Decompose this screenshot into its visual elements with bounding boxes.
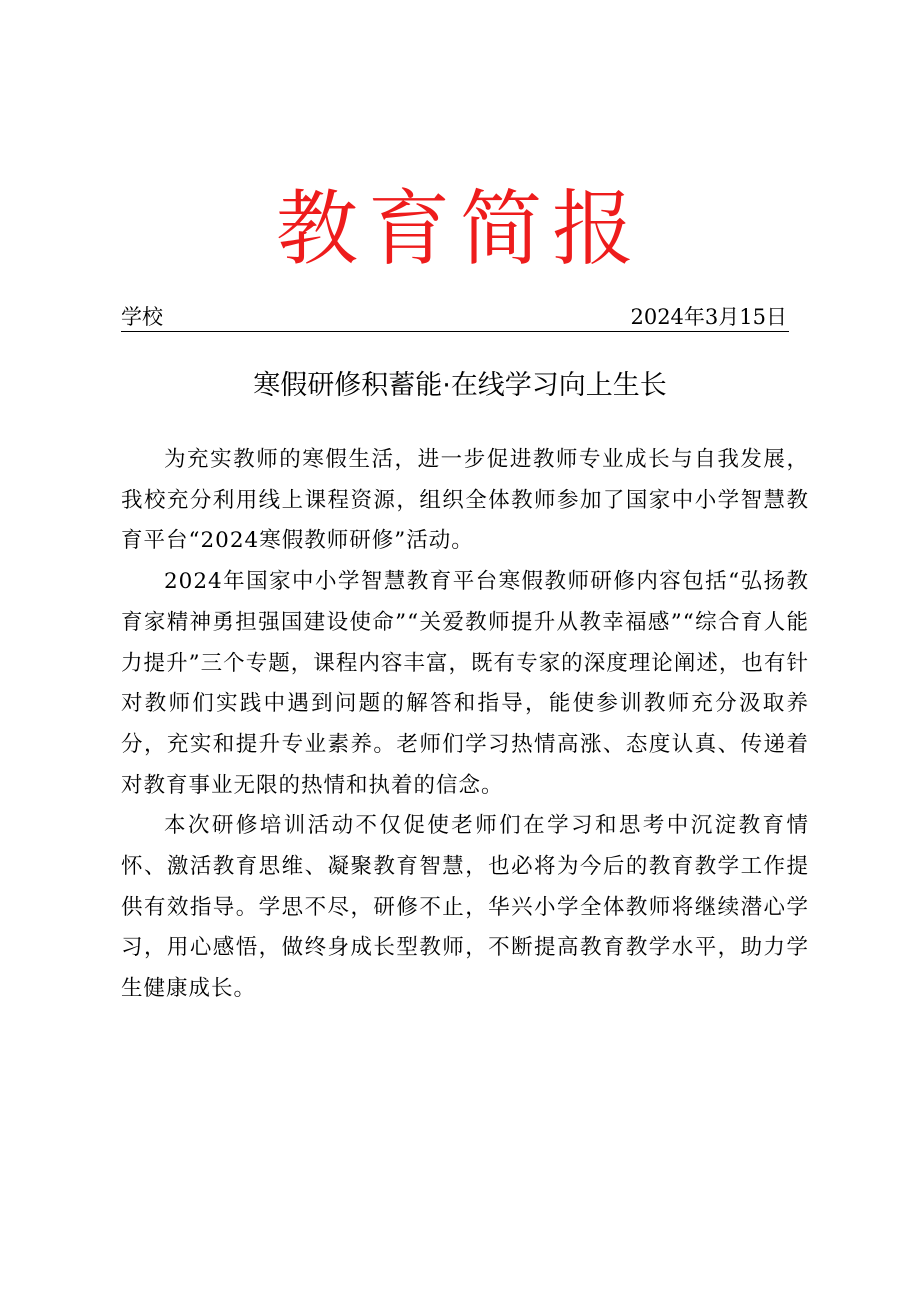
- school-label: 学校: [121, 305, 163, 329]
- info-line: [121, 303, 789, 332]
- article-headline: 寒假研修积蓄能·在线学习向上生长: [253, 370, 667, 401]
- article-body: [121, 440, 809, 1010]
- article-paragraph-3: 本次研修培训活动不仅促使老师们在学习和思考中沉淀教育情怀、激活教育思维、凝聚教育智慧，也必将为今后的教育教学工作提供有效指导。学思不尽，研修不止，华兴小学全体教师将继续潜心学习，用心感悟，做终身成长型教师，不断提高教育教学水平，助力学生健康成长。: [121, 813, 809, 1002]
- article-paragraph-1: 为充实教师的寒假生活，进一步促进教师专业成长与自我发展，我校充分利用线上课程资源，组织全体教师参加了国家中小学智慧教育平台“2024寒假教师研修”活动。: [121, 447, 809, 554]
- newsletter-masthead: 教育简报: [275, 182, 644, 277]
- issue-date: 2024年3月15日: [630, 305, 787, 329]
- article-paragraph-2: 2024年国家中小学智慧教育平台寒假教师研修内容包括“弘扬教育家精神勇担强国建设使命”“关爱教师提升从教幸福感”“综合育人能力提升”三个专题，课程内容丰富，既有专家的深度理论阐述，也有针对教师们实践中遇到问题的解答和指导，能使参训教师充分汲取养分，充实和提升专业素养。老师们学习热情高涨、态度认真、传递着对教育事业无限的热情和执着的信念。: [121, 569, 809, 798]
